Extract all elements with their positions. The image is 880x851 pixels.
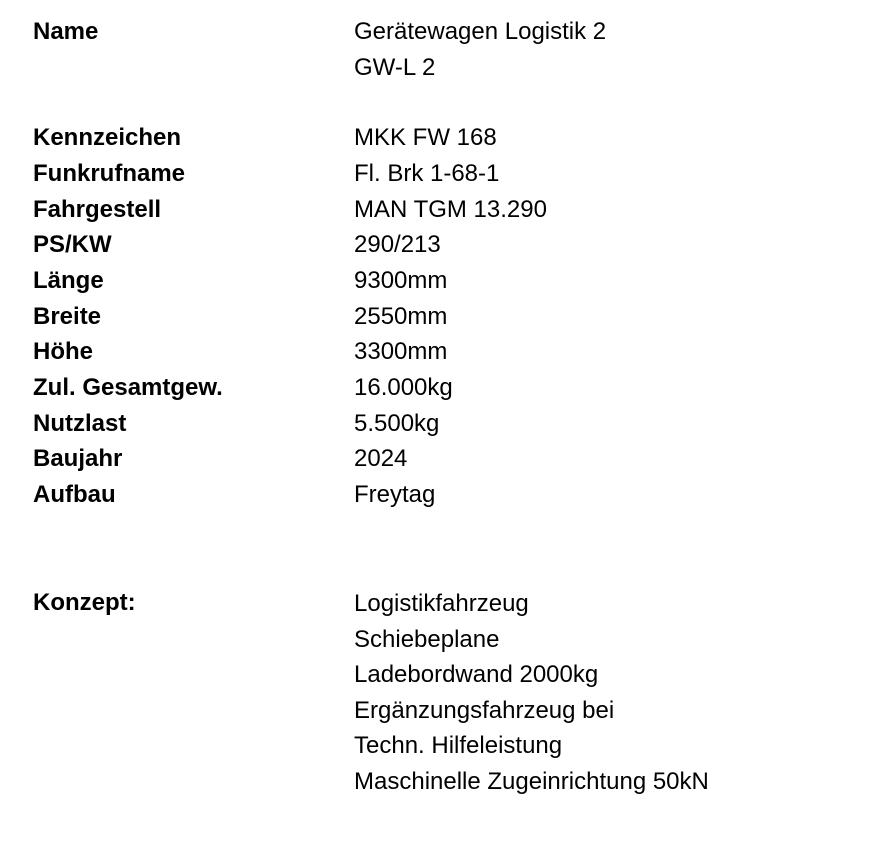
spec-label: Zul. Gesamtgew. [33,374,223,401]
spec-label: Fahrgestell [33,196,162,223]
konzept-line: Logistikfahrzeug [354,590,529,617]
spec-row-breite [33,301,853,333]
spec-label: Nutzlast [33,410,127,437]
spec-value: 5.500kg [354,410,440,437]
name-value [354,14,606,85]
spec-value: 2550mm [354,303,448,330]
spec-value: MAN TGM 13.290 [354,196,547,223]
spec-row-kennzeichen [33,122,853,154]
spec-value: Freytag [354,481,436,508]
spec-row-fahrgestell [33,194,853,226]
spec-value: 3300mm [354,338,448,365]
konzept-value [354,586,709,799]
spec-row-laenge [33,265,853,297]
konzept-line: Ladebordwand 2000kg [354,661,599,688]
spec-label: Kennzeichen [33,124,182,151]
spec-row-hoehe [33,336,853,368]
spec-row-ps-kw [33,229,853,261]
name-line: GW-L 2 [354,53,436,81]
spec-value: MKK FW 168 [354,124,497,151]
spec-label: Höhe [33,338,93,365]
spec-value: Fl. Brk 1-68-1 [354,160,500,187]
konzept-line: Techn. Hilfeleistung [354,732,563,759]
spec-label: Länge [33,267,104,294]
konzept-line: Maschinelle Zugeinrichtung 50kN [354,767,709,795]
spec-value: 9300mm [354,267,448,294]
spec-value: 290/213 [354,231,441,258]
spec-label: Aufbau [33,481,116,508]
konzept-line: Schiebeplane [354,625,500,653]
spec-row-gesamtgewicht [33,372,853,404]
spec-label: Breite [33,303,102,330]
konzept-line: Ergänzungsfahrzeug bei [354,696,615,724]
spec-label: Funkrufname [33,160,186,187]
spec-row-nutzlast [33,408,853,440]
spec-value: 16.000kg [354,374,453,401]
spec-value: 2024 [354,445,408,472]
spec-label: PS/KW [33,231,112,258]
konzept-label: Konzept: [33,589,136,616]
spec-row-baujahr [33,443,853,475]
spec-label: Baujahr [33,445,123,472]
name-line: Gerätewagen Logistik 2 [354,18,607,45]
spec-row-funkrufname [33,158,853,190]
name-label: Name [33,18,99,45]
spec-row-aufbau [33,479,853,511]
